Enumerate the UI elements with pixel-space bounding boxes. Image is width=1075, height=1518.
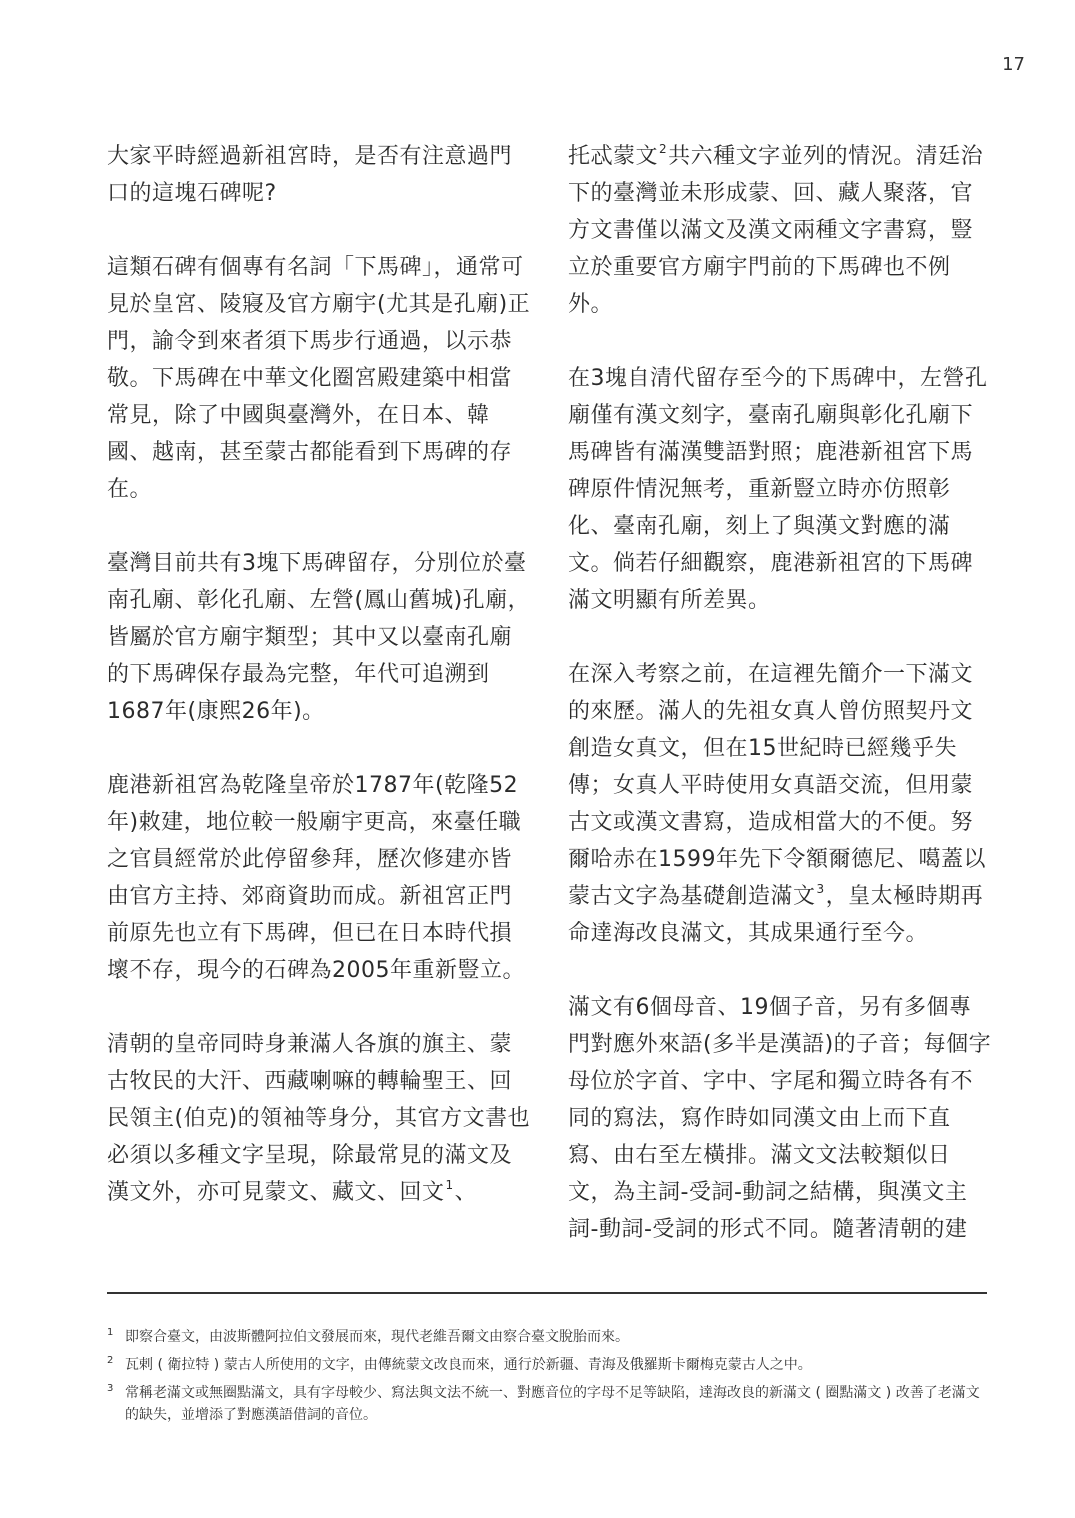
paragraph: 這類石碑有個專有名詞「下馬碑」，通常可見於皇宮、陵寢及官方廟宇(尤其是孔廟)正門，諭令到來者須下馬步行通過，以示恭敬。下馬碑在中華文化圈宮殿建築中相當常見，除了中國與臺灣外，在日本、韓國、越南，甚至蒙古都能看到下馬碑的存在。 (107, 255, 531, 502)
page-number: 17 (1002, 54, 1025, 75)
footnote-item (107, 1326, 987, 1348)
paragraph: 鹿港新祖宮為乾隆皇帝於1787年(乾隆52年)敕建，地位較一般廟宇更高，來臺任職之官員經常於此停留參拜，歷次修建亦皆由官方主持、郊商資助而成。新祖宮正門前原先也立有下馬碑，但已在日本時代損壞不存，現今的石碑為2005年重新豎立。 (107, 773, 525, 983)
paragraph: 托忒蒙文$^2$共六種文字並列的情況。清廷治下的臺灣並未形成蒙、回、藏人聚落，官方文書僅以滿文及漢文兩種文字書寫，豎立於重要官方廟宇門前的下馬碑也不例外。 (568, 142, 984, 317)
paragraph: 清朝的皇帝同時身兼滿人各旗的旗主、蒙古牧民的大汗、西藏喇嘛的轉輪聖王、回民領主(伯克)的領袖等身分，其官方文書也必須以多種文字呈現，除最常見的滿文及漢文外，亦可見蒙文、藏文、回文$^1$、 (107, 1032, 531, 1205)
right-column (568, 138, 992, 1285)
footnote-number: 1 (107, 1327, 114, 1338)
paragraph: 大家平時經過新祖宮時，是否有注意過門口的這塊石碑呢? (107, 144, 513, 206)
paragraph: 在深入考察之前，在這裡先簡介一下滿文的來歷。滿人的先祖女真人曾仿照契丹文創造女真文，但在15世紀時已經幾乎失傳；女真人平時使用女真語交流，但用蒙古文或漢文書寫，造成相當大的不便。努爾哈赤在1599年先下令額爾德尼、噶蓋以蒙古文字為基礎創造滿文$^3$，皇太極時期再命達海改良滿文，其成果通行至今。 (568, 662, 986, 946)
footnote-text: 瓦剌 ( 衛拉特 ) 蒙古人所使用的文字，由傳統蒙文改良而來，通行於新疆、青海及俄羅斯卡爾梅克蒙古人之中。 (125, 1357, 812, 1373)
paragraph: 滿文有6個母音、19個子音，另有多個專門對應外來語(多半是漢語)的子音；每個字母位於字首、字中、字尾和獨立時各有不同的寫法，寫作時如同漢文由上而下直寫、由右至左橫排。滿文文法較類似日文，為主詞-受詞-動詞之結構，與漢文主詞-動詞-受詞的形式不同。隨著清朝的建 (568, 995, 992, 1242)
paragraph: 在3塊自清代留存至今的下馬碑中，左營孔廟僅有漢文刻字，臺南孔廟與彰化孔廟下馬碑皆有滿漢雙語對照；鹿港新祖宮下馬碑原件情況無考，重新豎立時亦仿照彰化、臺南孔廟，刻上了與漢文對應的滿文。倘若仔細觀察，鹿港新祖宮的下馬碑滿文明顯有所差異。 (568, 366, 988, 613)
footnote-ref[interactable]: 2 (659, 142, 668, 156)
left-column (107, 138, 531, 1248)
footnote-item (107, 1354, 987, 1376)
paragraph: 臺灣目前共有3塊下馬碑留存，分別位於臺南孔廟、彰化孔廟、左營(鳳山舊城)孔廟，皆屬於官方廟宇類型；其中又以臺南孔廟的下馬碑保存最為完整，年代可追溯到1687年(康熙26年)。 (107, 551, 531, 724)
footnote-ref[interactable]: 3 (816, 882, 825, 896)
footnote-ref[interactable]: 1 (445, 1178, 454, 1192)
footnote-item (107, 1382, 987, 1426)
footnote-number: 3 (107, 1383, 114, 1394)
footnote-number: 2 (107, 1355, 114, 1366)
footnote-text: 即察合臺文，由波斯體阿拉伯文發展而來，現代老維吾爾文由察合臺文脫胎而來。 (125, 1329, 629, 1345)
footnote-divider (107, 1292, 987, 1294)
footnotes (107, 1326, 987, 1432)
footnote-text: 常稱老滿文或無圈點滿文，具有字母較少、寫法與文法不統一、對應音位的字母不足等缺陷，達海改良的新滿文 ( 圈點滿文 ) 改善了老滿文的缺失，並增添了對應漢語借詞的音位。 (125, 1385, 980, 1423)
